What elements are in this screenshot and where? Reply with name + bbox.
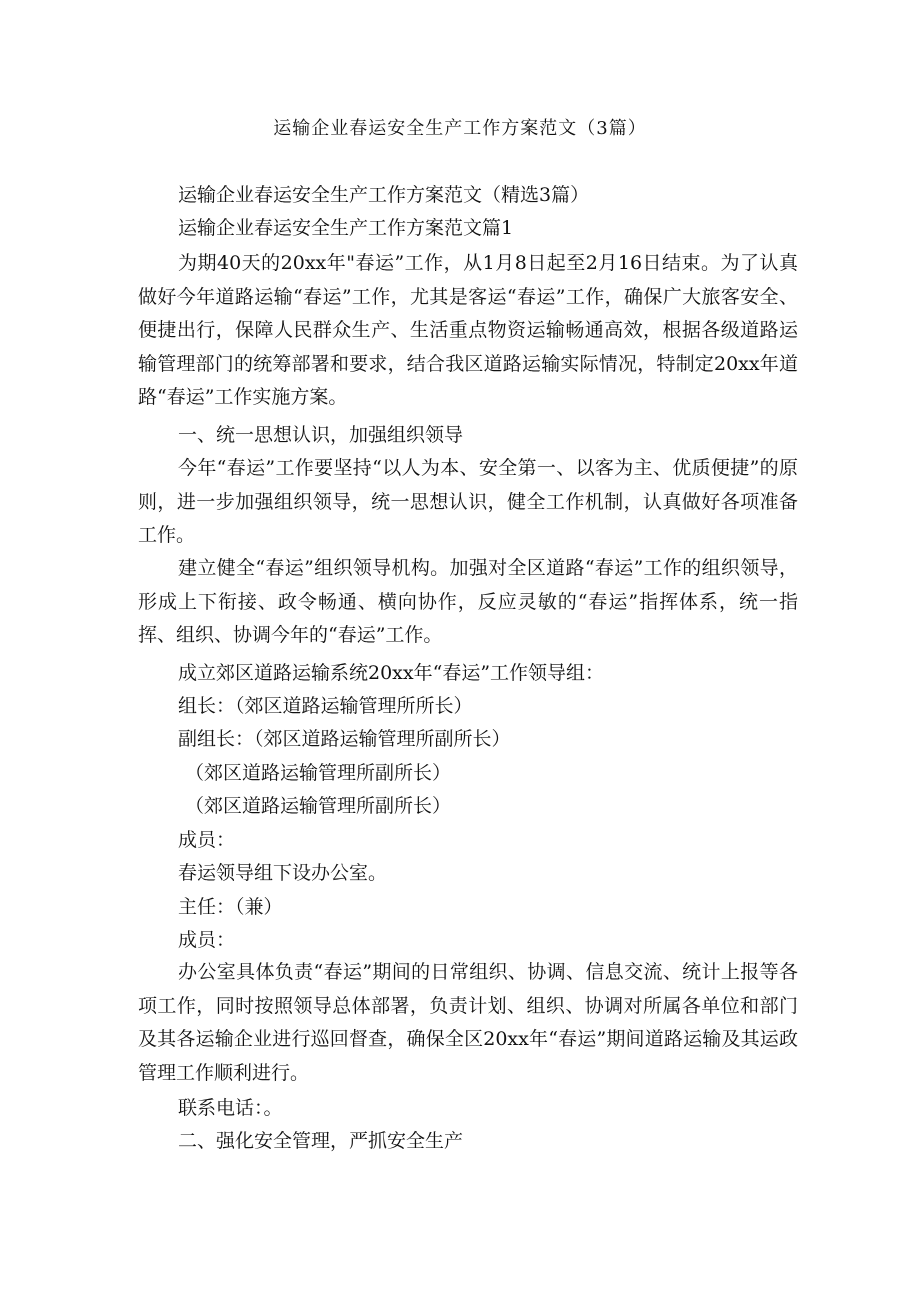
paragraph-intro: 为期40天的20xx年"春运”工作，从1月8日起至2月16日结束。为了认真做好今年道路运输“春运”工作，尤其是客运“春运”工作，确保广大旅客安全、便捷出行，保障人民群众生产、生活重点物资运输畅通高效，根据各级道路运输管理部门的统筹部署和要求，结合我区道路运输实际情况，特制定20xx年道路“春运”工作实施方案。: [138, 252, 798, 408]
line-deputy-3: （郊区道路运输管理所副所长）: [185, 795, 452, 817]
line-deputy-2: （郊区道路运输管理所副所长）: [185, 762, 452, 784]
line-members: 成员：: [178, 829, 236, 851]
paragraph-principles: 今年“春运”工作要坚持“以人为本、安全第一、以客为主、优质便捷”的原则，进一步加强组织领导，统一思想认识，健全工作机制，认真做好各项准备工作。: [138, 457, 798, 546]
document-title: 运输企业春运安全生产工作方案范文（3篇）: [273, 118, 647, 139]
line-office-members: 成员：: [178, 929, 236, 951]
paragraph-office-duties: 办公室具体负责“春运”期间的日常组织、协调、信息交流、统计上报等各项工作，同时按照领导总体部署，负责计划、组织、协调对所属各单位和部门及其各运输企业进行巡回督查，确保全区20xx年“春运”期间道路运输及其运政管理工作顺利进行。: [138, 961, 798, 1084]
line-office: 春运领导组下设办公室。: [178, 862, 388, 884]
line-deputy-leader: 副组长：（郊区道路运输管理所副所长）: [178, 728, 511, 750]
paragraph-organization: 建立健全“春运”组织领导机构。加强对全区道路“春运”工作的组织领导，形成上下衔接、政令畅通、横向协作，反应灵敏的“春运”指挥体系，统一指挥、组织、协调今年的“春运”工作。: [138, 557, 798, 646]
article-title: 运输企业春运安全生产工作方案范文篇1: [178, 217, 514, 239]
line-leading-group: 成立郊区道路运输系统20xx年“春运”工作领导组：: [178, 662, 605, 684]
section-heading-2: 二、强化安全管理，严抓安全生产: [178, 1130, 464, 1152]
subtitle: 运输企业春运安全生产工作方案范文（精选3篇）: [178, 184, 590, 206]
section-heading-1: 一、统一思想认识，加强组织领导: [178, 424, 464, 446]
line-group-leader: 组长：（郊区道路运输管理所所长）: [178, 695, 473, 717]
line-contact-phone: 联系电话：。: [178, 1097, 283, 1119]
line-director: 主任：（兼）: [178, 896, 283, 918]
